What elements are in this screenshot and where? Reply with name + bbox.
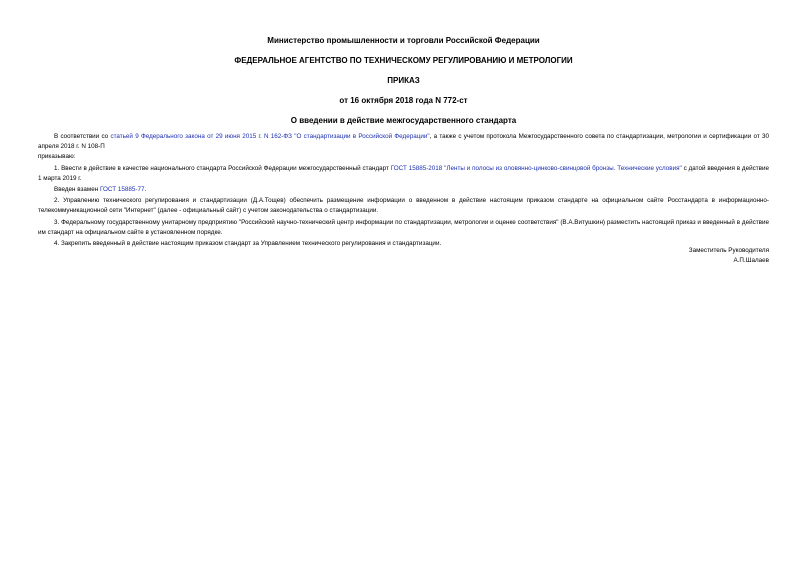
document-type: ПРИКАЗ [387, 76, 420, 85]
order-word: приказываю: [38, 153, 76, 161]
old-standard-link[interactable]: ГОСТ 15885-77 [99, 186, 145, 194]
signatory-name: А.П.Шалаев [733, 257, 769, 265]
replacement-text-start: Введен взамен [54, 186, 100, 194]
item-1-text-end: с датой введения в действие 1 марта 2019 г. [38, 164, 769, 182]
item-2-paragraph: 2. Управлению технического регулирования и стандартизации (Д.А.Тощев) обеспечить размещение информации о введенном в действие настоящим приказом стандарте на официальном сайте Росстандарта в информационно-телекоммуникационной сети "Интернет" (далее - официальный сайт) с учетом законодательства о стандартизации. [38, 197, 769, 215]
standard-link[interactable]: ГОСТ 15885-2018 "Ленты и полосы из оловянно-цинково-свинцовой бронзы. Технические условия" [390, 164, 682, 172]
preamble-text-start: В соответствии со [54, 133, 111, 140]
item-1-replacement-paragraph [38, 185, 769, 195]
item-4-paragraph: 4. Закрепить введенный в действие настоящим приказом стандарт за Управлением технического регулирования и стандартизации. [54, 240, 442, 248]
document-subject: О введении в действие межгосударственного стандарта [290, 116, 517, 125]
preamble-paragraph [38, 132, 769, 152]
replacement-text-end: . [144, 186, 147, 194]
item-1-paragraph [38, 164, 769, 184]
signatory-title: Заместитель Руководителя [688, 247, 769, 254]
item-3-paragraph: 3. Федеральному государственному унитарному предприятию "Российский научно-технический центр информации по стандартизации, метрологии и оценке соответствия" (В.А.Витушкин) разместить настоящий приказ и введенный в действие им стандарт на официальном сайте в установленном порядке. [38, 218, 769, 236]
document-body [38, 132, 769, 249]
agency-heading: ФЕДЕРАЛЬНОЕ АГЕНТСТВО ПО ТЕХНИЧЕСКОМУ РЕГУЛИРОВАНИЮ И МЕТРОЛОГИИ [234, 56, 573, 65]
preamble-text-end: , а также с учетом протокола Межгосударственного совета по стандартизации, метрологии и сертификации от 30 апреля 2018 г. N 108-П [38, 133, 769, 151]
ministry-heading: Министерство промышленности и торговли Российской Федерации [267, 36, 540, 45]
law-link[interactable]: статьей 9 Федерального закона от 29 июня 2015 г. N 162-ФЗ "О стандартизации в Российской Федерации" [110, 133, 430, 140]
item-1-text-start: 1. Ввести в действие в качестве национального стандарта Российской Федерации межгосударственный стандарт [54, 164, 391, 172]
document-date-number: от 16 октября 2018 года N 772-ст [339, 96, 468, 105]
signature-block [689, 246, 769, 266]
